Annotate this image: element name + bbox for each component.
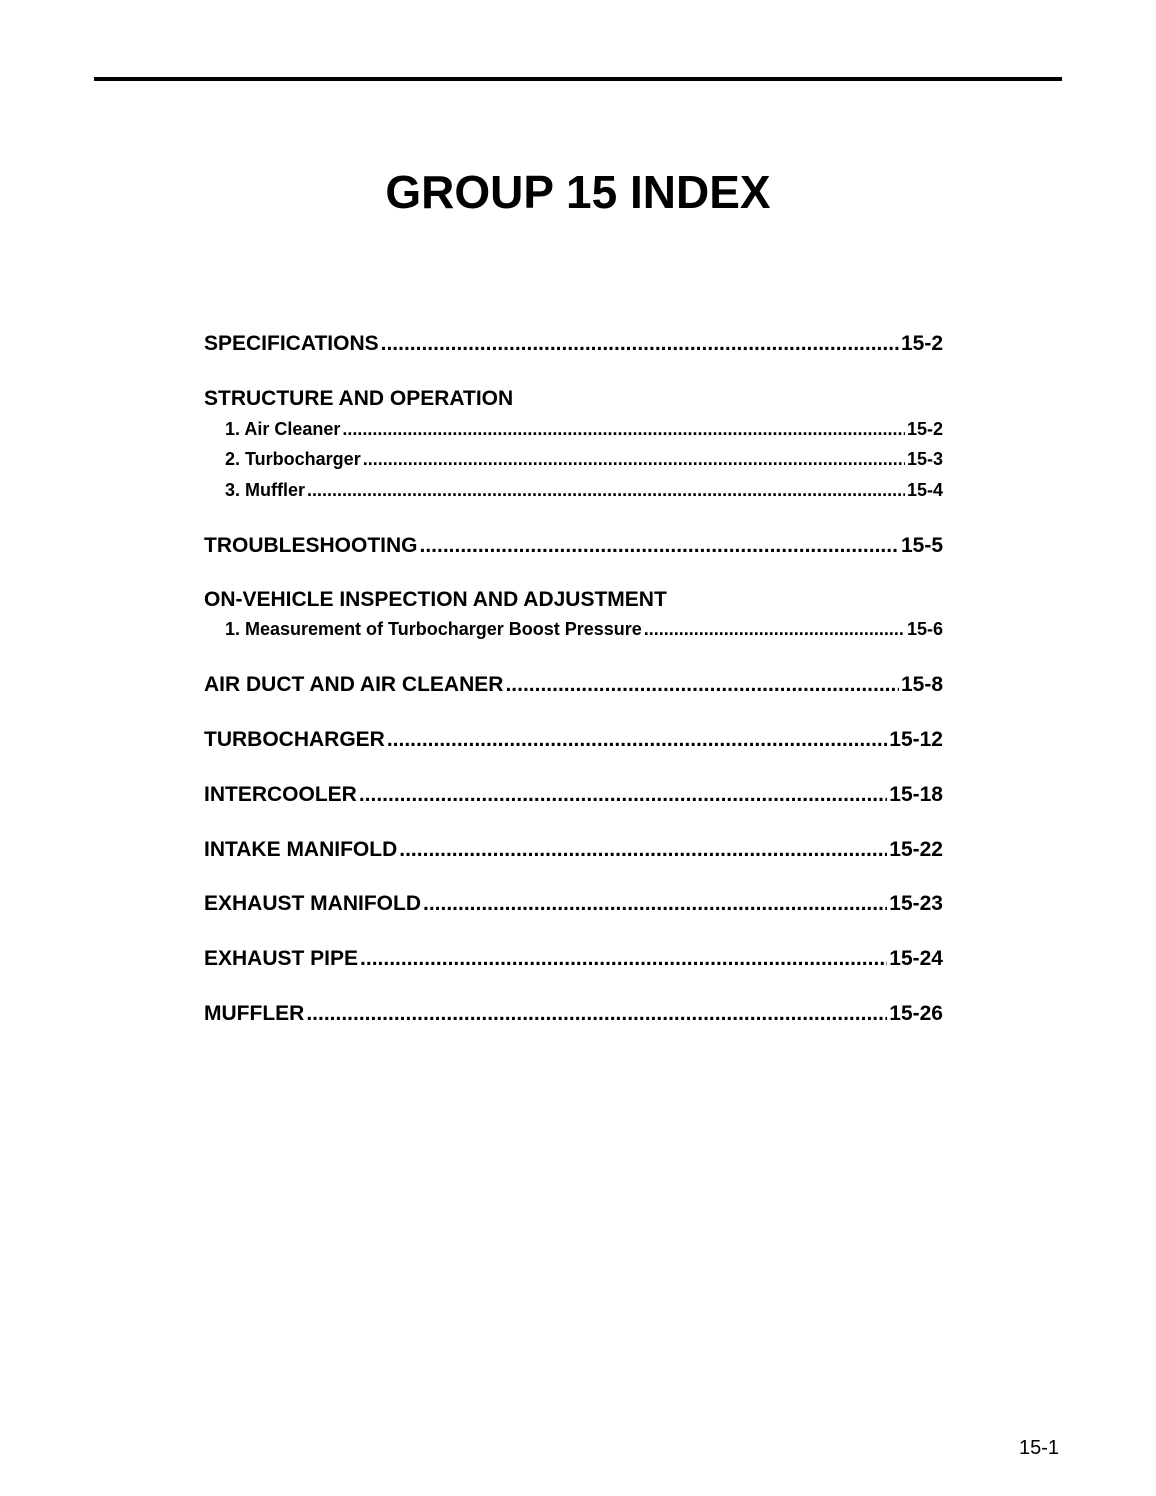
toc-entry-intercooler[interactable] <box>204 782 943 808</box>
toc-entry-exhaust-manifold[interactable] <box>204 891 943 917</box>
toc-subentry-boost-pressure[interactable] <box>204 618 943 640</box>
toc-entry-page: 15-22 <box>889 838 943 861</box>
toc-entry-turbocharger[interactable] <box>204 727 943 753</box>
toc-subentry-muffler[interactable] <box>204 479 943 501</box>
dot-leader <box>420 533 899 559</box>
dot-leader <box>359 782 887 808</box>
toc-entry-intake-manifold[interactable] <box>204 837 943 863</box>
top-rule <box>94 77 1062 81</box>
toc-subentry-page: 15-6 <box>906 619 943 639</box>
dot-leader <box>307 479 905 501</box>
dot-leader <box>423 891 887 917</box>
page-number: 15-1 <box>1018 1437 1059 1459</box>
toc-heading-label: STRUCTURE AND OPERATION <box>204 387 514 410</box>
toc-entry-specifications[interactable] <box>204 331 943 357</box>
toc-subentry-page: 15-3 <box>906 449 943 469</box>
toc-entry-page: 15-5 <box>900 534 943 557</box>
toc-subentry-label: 3. Muffler <box>225 480 306 500</box>
dot-leader <box>381 331 899 357</box>
toc-entry-label: EXHAUST MANIFOLD <box>204 892 421 915</box>
toc-entry-page: 15-23 <box>889 892 943 915</box>
dot-leader <box>306 1001 887 1027</box>
toc-heading-on-vehicle-inspection[interactable] <box>204 587 943 613</box>
dot-leader <box>363 448 905 470</box>
toc-entry-label: TROUBLESHOOTING <box>204 534 418 557</box>
toc-entry-air-duct[interactable] <box>204 672 943 698</box>
toc-entry-label: AIR DUCT AND AIR CLEANER <box>204 673 504 696</box>
dot-leader <box>505 672 899 698</box>
toc-entry-exhaust-pipe[interactable] <box>204 946 943 972</box>
dot-leader <box>360 946 887 972</box>
toc-entry-label: SPECIFICATIONS <box>204 332 379 355</box>
toc-subentry-page: 15-2 <box>906 419 943 439</box>
toc-entry-page: 15-24 <box>889 947 943 970</box>
toc-entry-page: 15-2 <box>900 332 943 355</box>
toc-heading-structure-and-operation[interactable] <box>204 386 943 412</box>
toc-entry-troubleshooting[interactable] <box>204 533 943 559</box>
toc-subentry-air-cleaner[interactable] <box>204 418 943 440</box>
dot-leader <box>342 418 905 440</box>
toc-heading-label: ON-VEHICLE INSPECTION AND ADJUSTMENT <box>204 588 667 611</box>
dot-leader <box>387 727 887 753</box>
toc-entry-page: 15-26 <box>889 1002 943 1025</box>
toc-entry-page: 15-18 <box>889 783 943 806</box>
toc-entry-label: TURBOCHARGER <box>204 728 385 751</box>
toc-entry-label: EXHAUST PIPE <box>204 947 359 970</box>
toc-entry-page: 15-12 <box>889 728 943 751</box>
toc-entry-label: INTERCOOLER <box>204 783 357 806</box>
toc-subentry-label: 1. Measurement of Turbocharger Boost Pressure <box>225 619 642 639</box>
toc-subentry-label: 2. Turbocharger <box>225 449 361 469</box>
page-title: GROUP 15 INDEX <box>385 166 771 218</box>
toc-subentry-page: 15-4 <box>906 480 943 500</box>
dot-leader <box>399 837 887 863</box>
toc-subentry-label: 1. Air Cleaner <box>225 419 341 439</box>
toc-entry-label: MUFFLER <box>204 1002 305 1025</box>
toc-subentry-turbocharger[interactable] <box>204 448 943 470</box>
toc-entry-muffler[interactable] <box>204 1001 943 1027</box>
toc-entry-page: 15-8 <box>900 673 943 696</box>
toc-entry-label: INTAKE MANIFOLD <box>204 838 398 861</box>
dot-leader <box>644 618 905 640</box>
